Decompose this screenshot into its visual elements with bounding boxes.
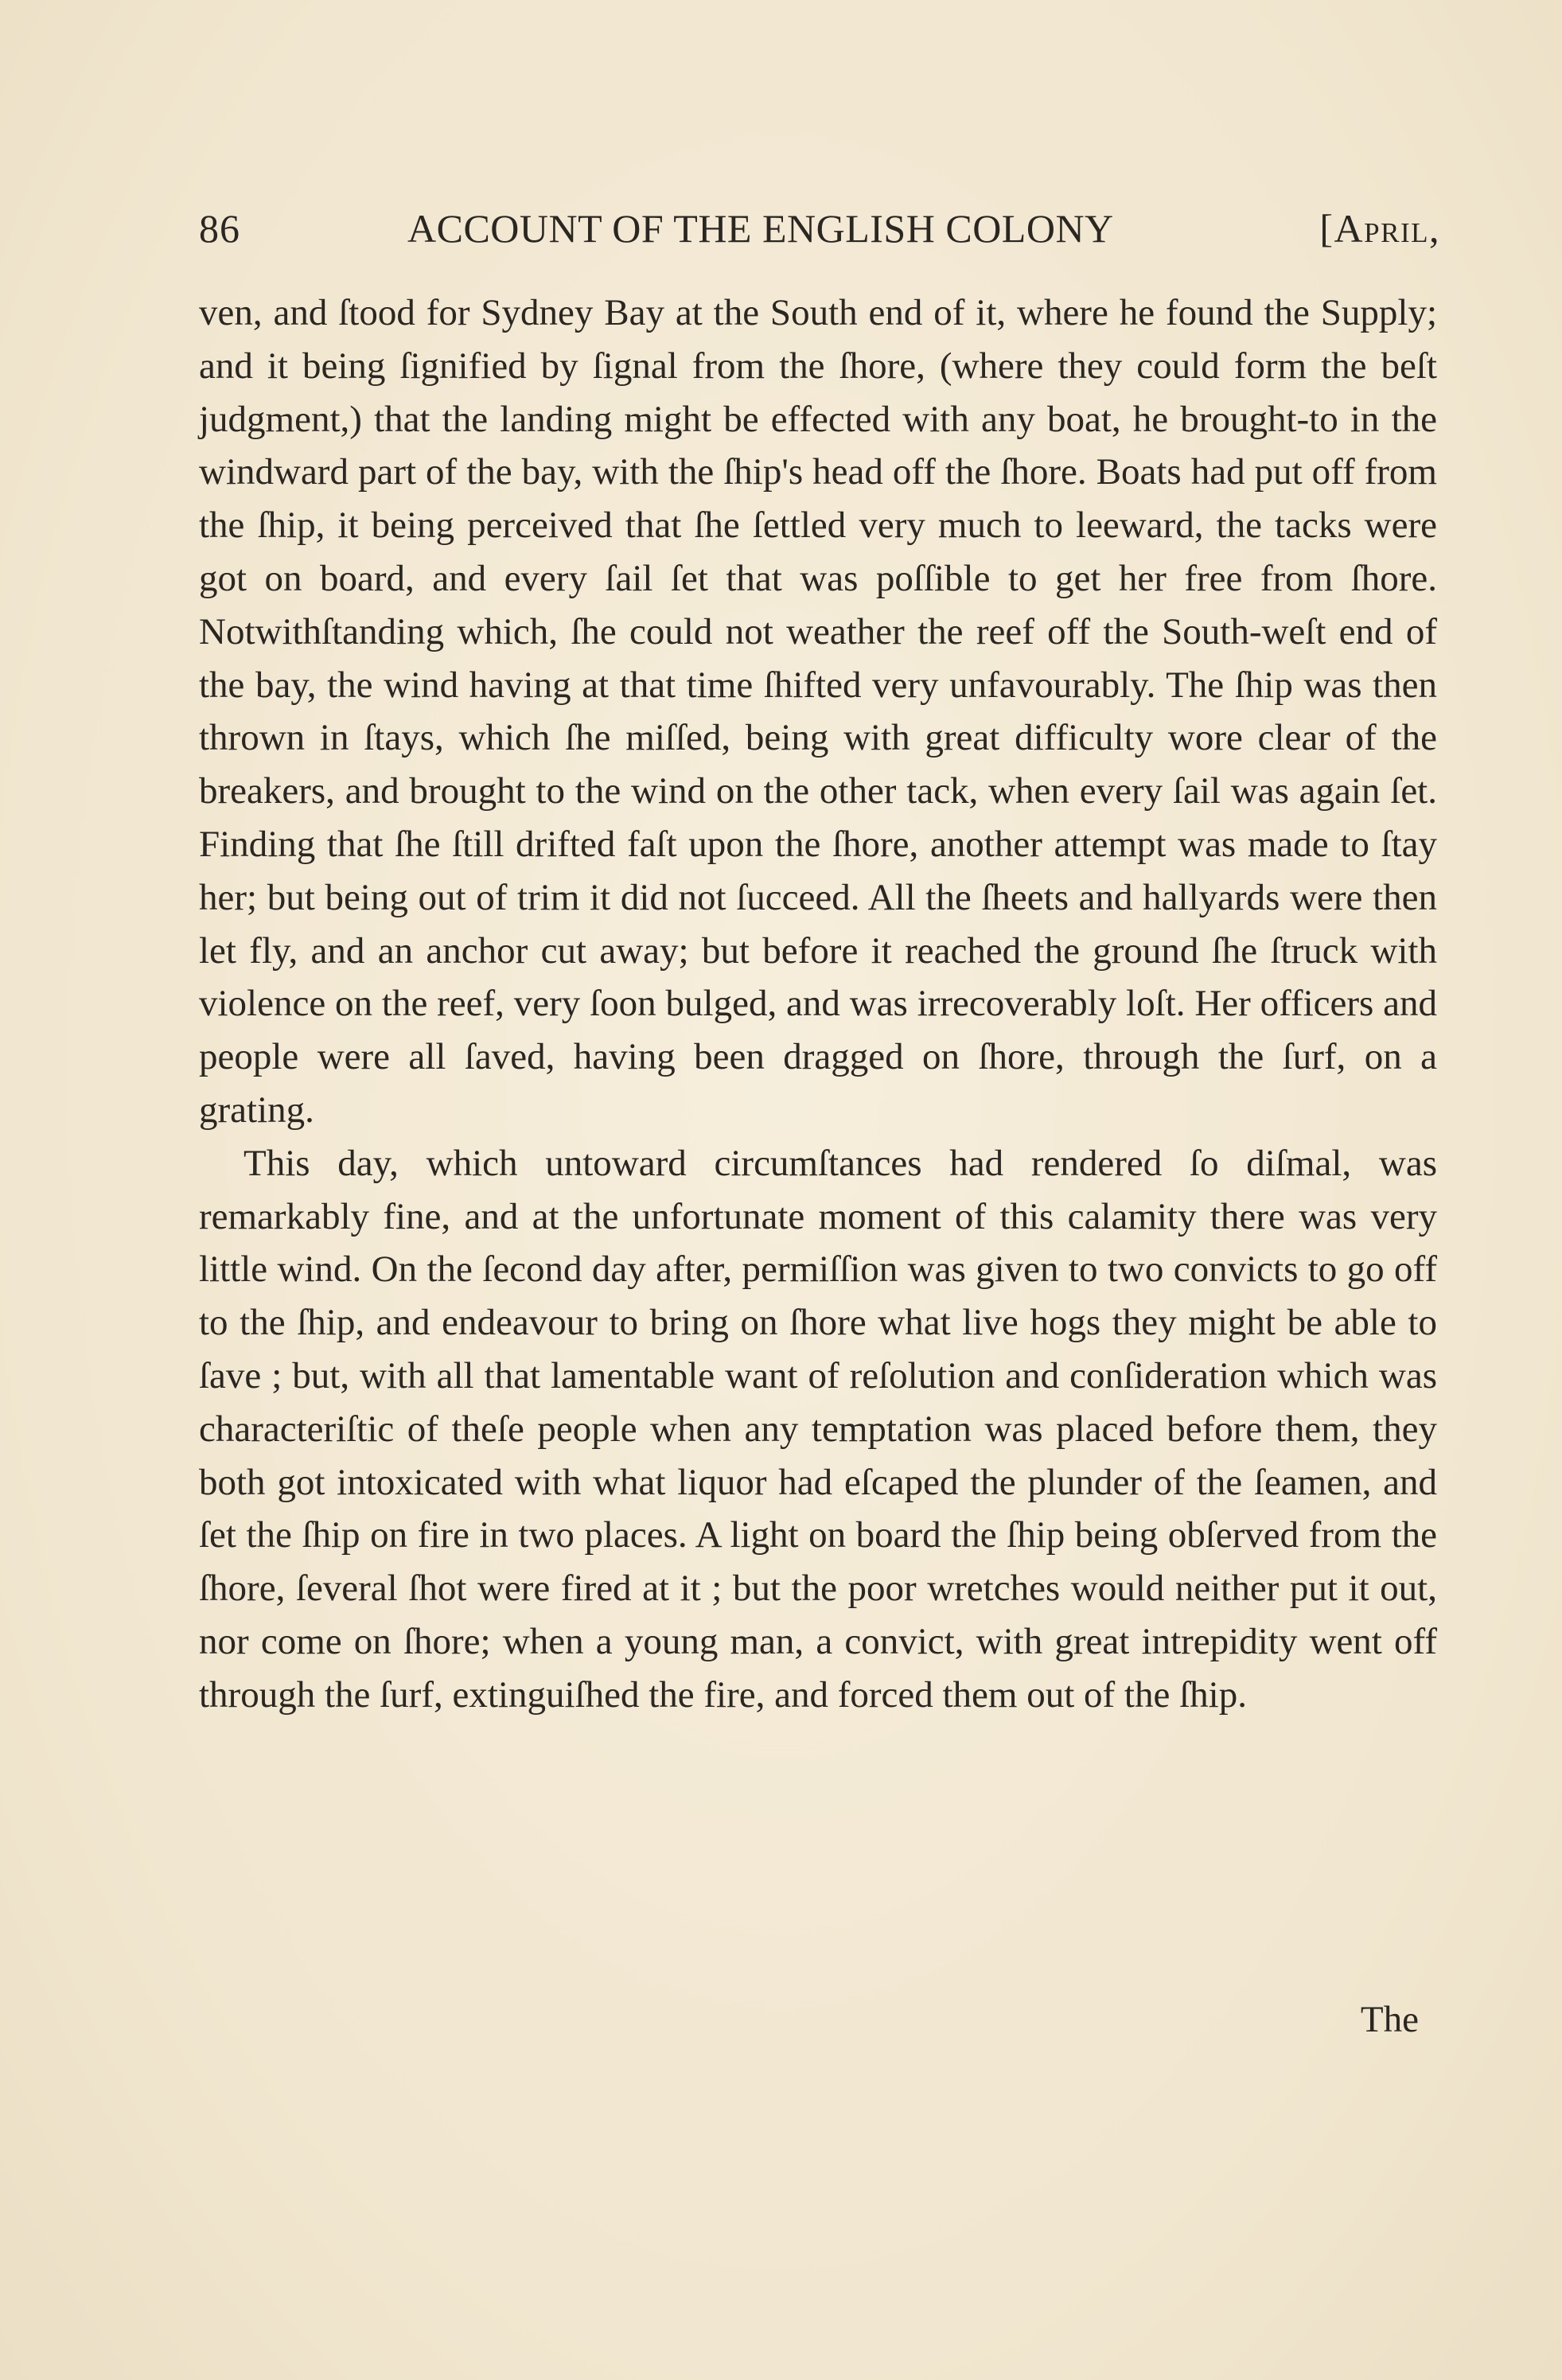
- catchword: The: [1360, 1999, 1419, 2040]
- running-title: ACCOUNT OF THE ENGLISH COLONY: [407, 206, 1114, 251]
- body-text: [199, 286, 1437, 1722]
- page-header: [199, 201, 1440, 256]
- page-number: 86: [199, 206, 240, 251]
- paragraph: ven, and ſtood for Sydney Bay at the South end of it, where he found the Supply; and it being ſignified by ſignal from the ſhore, (where they could form the beſt judgment,) that the landing might be effected with any boat, he brought-to in the windward part of the bay, with the ſhip's head off the ſhore. Boats had put off from the ſhip, it being perceived that ſhe ſettled very much to leeward, the tacks were got on board, and every ſail ſet that was poſſible to get her free from ſhore. Notwithſtanding which, ſhe could not weather the reef off the South-weſt end of the bay, the wind having at that time ſhifted very unfavourably. The ſhip was then thrown in ſtays, which ſhe miſſed, being with great difficulty wore clear of the breakers, and brought to the wind on the other tack, when every ſail was again ſet. Finding that ſhe ſtill drifted faſt upon the ſhore, another attempt was made to ſtay her; but being out of trim it did not ſucceed. All the ſheets and hallyards were then let fly, and an anchor cut away; but before it reached the ground ſhe ſtruck with violence on the reef, very ſoon bulged, and was irrecoverably loſt. Her officers and people were all ſaved, having been dragged on ſhore, through the ſurf, on a grating.: [199, 292, 1437, 1131]
- paragraph: This day, which untoward circumſtances had rendered ſo diſmal, was remarkably fine, and at the unfortunate moment of this calamity there was very little wind. On the ſecond day after, permiſſion was given to two convicts to go off to the ſhip, and endeavour to bring on ſhore what live hogs they might be able to ſave ; but, with all that lamentable want of reſolution and conſideration which was characteriſtic of theſe people when any temptation was placed before them, they both got intoxicated with what liquor had eſcaped the plunder of the ſeamen, and ſet the ſhip on fire in two places. A light on board the ſhip being obſerved from the ſhore, ſeveral ſhot were fired at it ; but the poor wretches would neither put it out, nor come on ſhore; when a young man, a convict, with great intrepidity went off through the ſurf, extinguiſhed the fire, and forced them out of the ſhip.: [199, 1142, 1437, 1716]
- header-date-marker: [April,: [1319, 206, 1440, 251]
